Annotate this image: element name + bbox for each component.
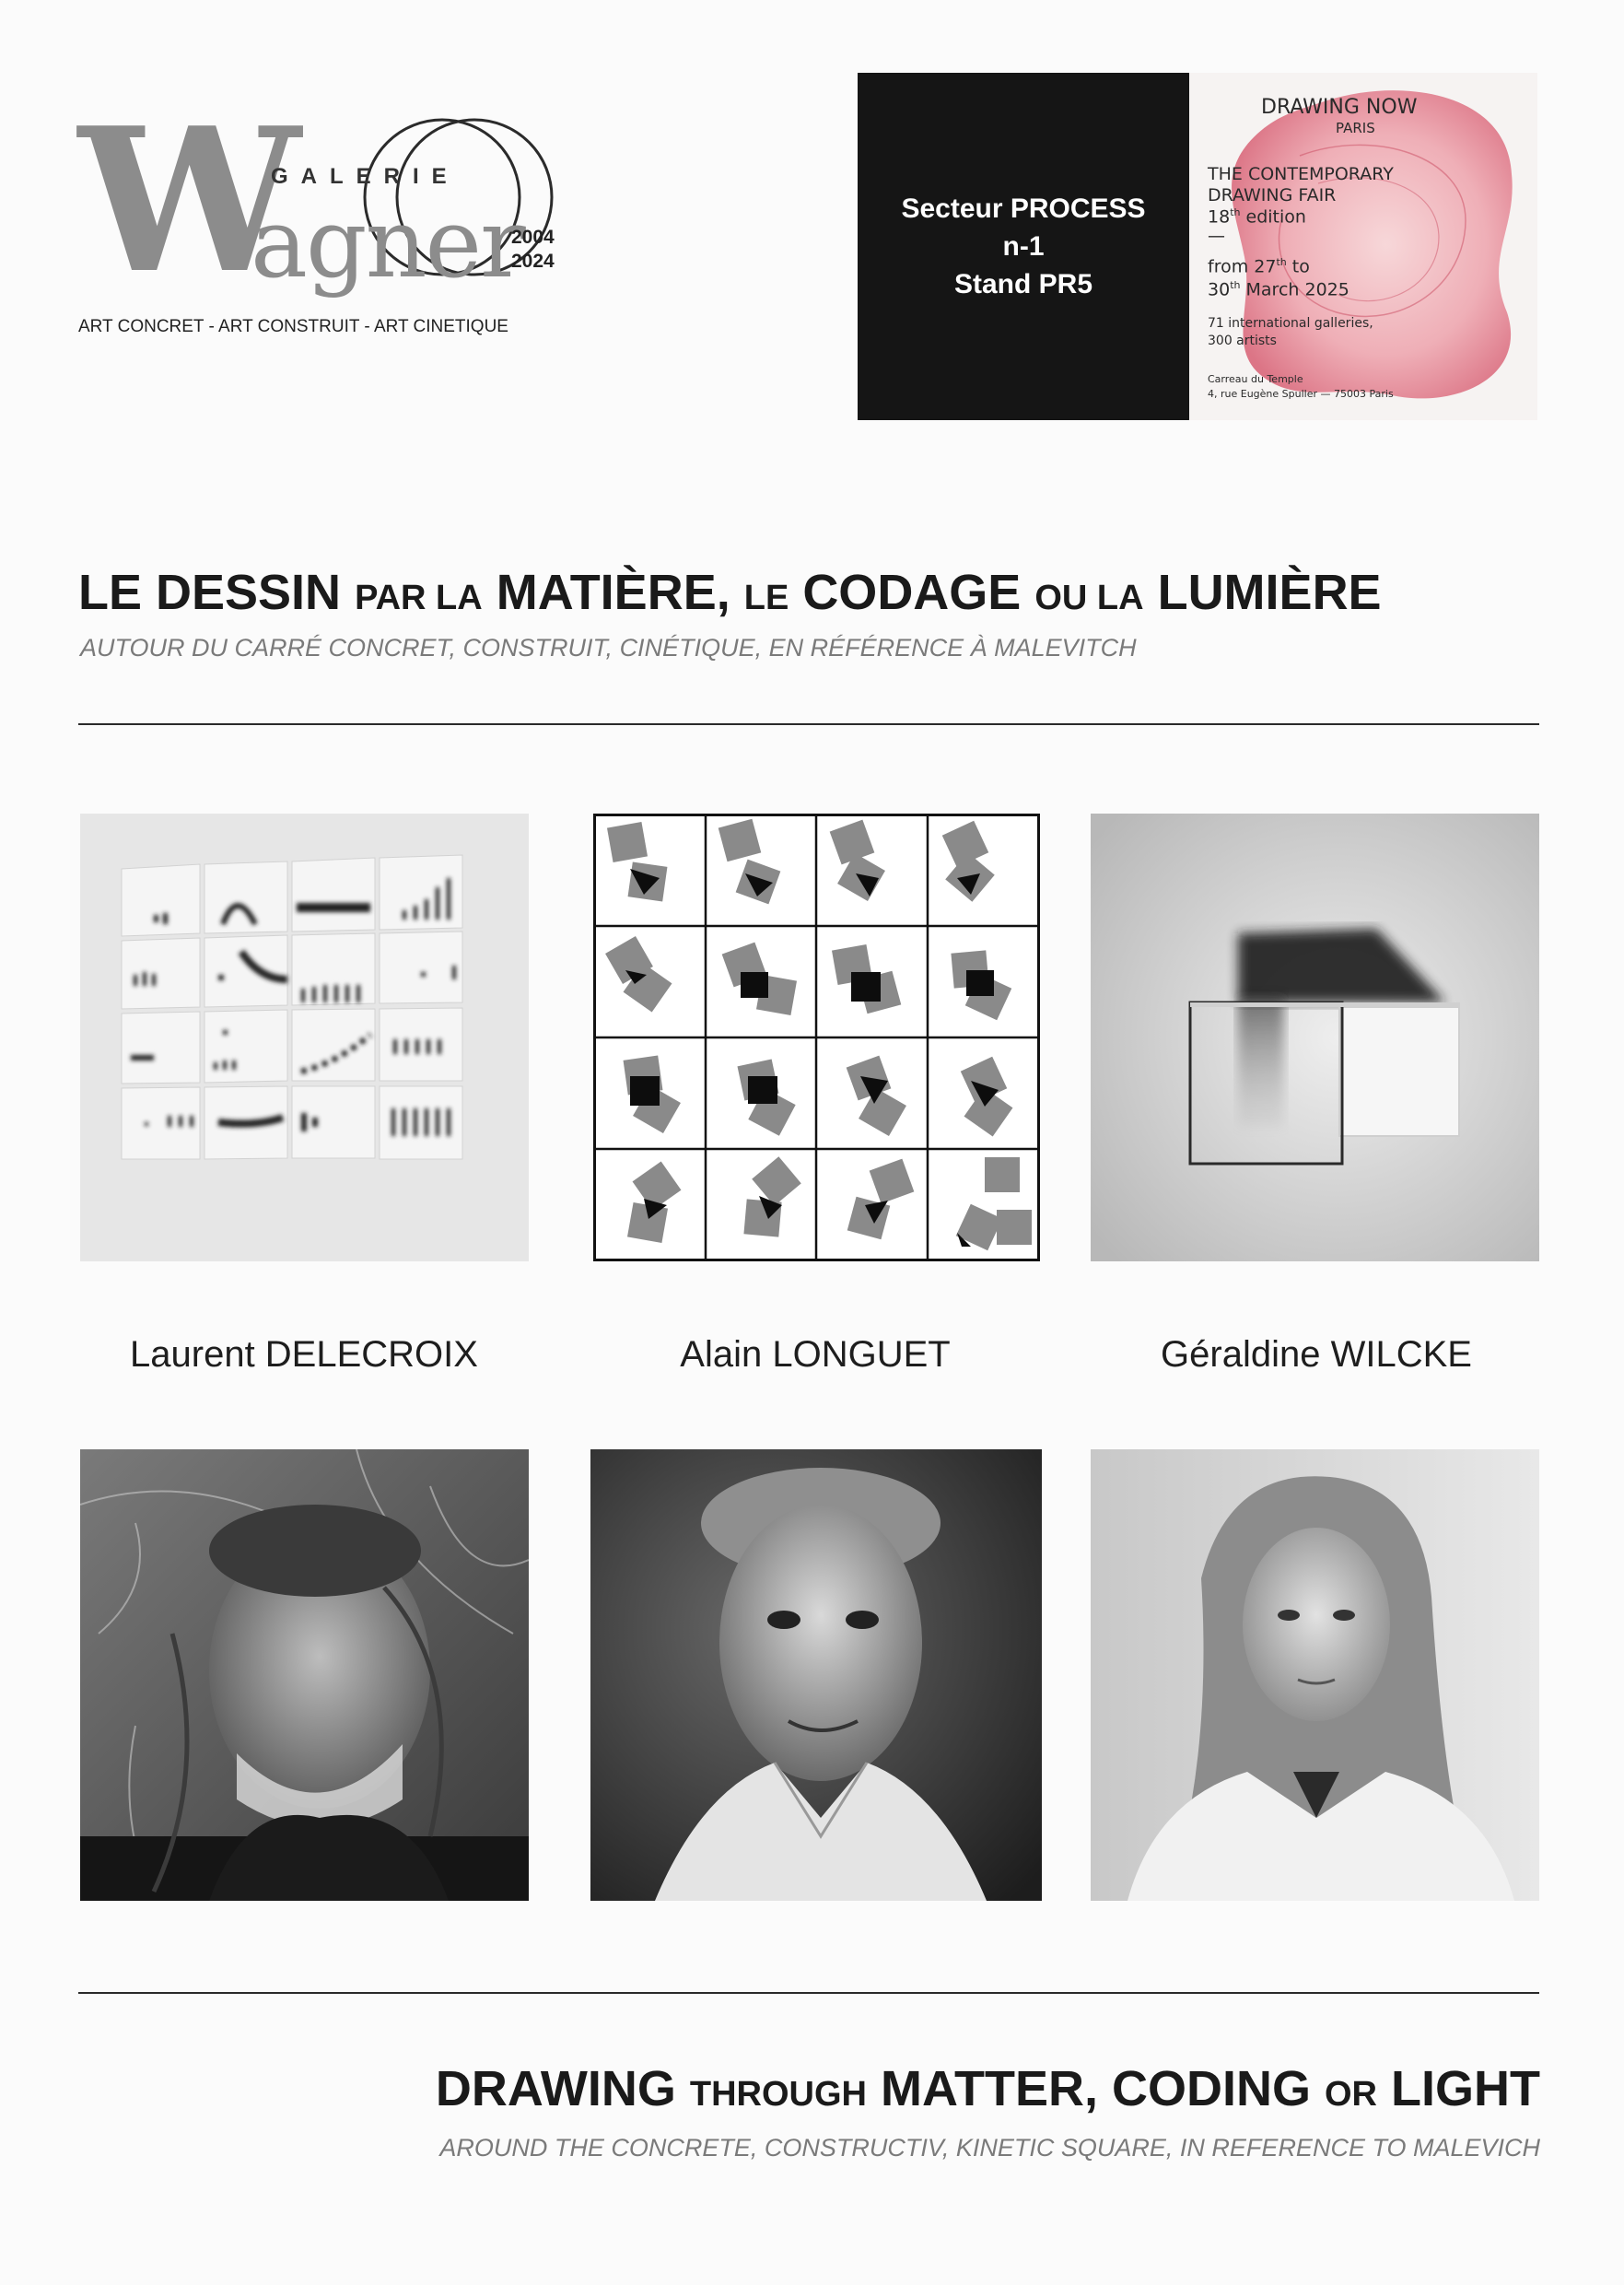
fair-dash: —: [1208, 226, 1225, 246]
gallery-tagline: ART CONCRET - ART CONSTRUIT - ART CINETIQUE: [78, 317, 508, 336]
portrait-wilcke-image: [1091, 1449, 1539, 1901]
stand-level: n-1: [1002, 231, 1045, 262]
heading-en: DRAWING THROUGH MATTER, CODING OR LIGHT: [435, 2061, 1540, 2116]
fair-city: PARIS: [1336, 120, 1375, 136]
stand-number: Stand PR5: [953, 269, 1093, 299]
fair-artists: 300 artists: [1208, 334, 1277, 348]
artwork-longuet-image: [593, 814, 1040, 1261]
artist-name-delecroix: Laurent DELECROIX: [130, 1334, 478, 1375]
fair-subtitle-2: DRAWING FAIR: [1208, 185, 1337, 205]
logo-wordmark: agner: [251, 187, 524, 299]
artwork-wilcke-image: [1091, 814, 1539, 1261]
fair-dates-to: 30th March 2025: [1208, 279, 1349, 300]
year-end: 2024: [511, 251, 555, 272]
divider-top: [78, 723, 1539, 725]
subtitle-en: AROUND THE CONCRETE, CONSTRUCTIV, KINETIC SQUARE, IN REFERENCE TO MALEVICH: [439, 2134, 1540, 2162]
fair-subtitle-1: THE CONTEMPORARY: [1208, 164, 1394, 184]
stand-info-box: [858, 73, 1189, 420]
portrait-longuet: [590, 1449, 1042, 1901]
fair-venue: Carreau du Temple: [1208, 373, 1303, 385]
fair-edition: 18th edition: [1208, 206, 1306, 228]
artwork-longuet: [593, 814, 1040, 1261]
artist-name-wilcke: Géraldine WILCKE: [1161, 1334, 1472, 1375]
fair-address: 4, rue Eugène Spuller — 75003 Paris: [1208, 388, 1394, 400]
portrait-delecroix: [80, 1449, 529, 1901]
logo-years: [511, 226, 555, 274]
artwork-delecroix-image: [80, 814, 529, 1261]
fair-galleries: 71 international galleries,: [1208, 316, 1373, 331]
stand-sector: Secteur PROCESS: [901, 193, 1146, 224]
heading-fr: LE DESSIN PAR LA MATIÈRE, LE CODAGE OU LA LUMIÈRE: [78, 565, 1382, 620]
subtitle-fr: AUTOUR DU CARRÉ CONCRET, CONSTRUIT, CINÉTIQUE, EN RÉFÉRENCE À MALEVITCH: [80, 634, 1137, 662]
fair-poster: [1189, 73, 1537, 420]
logo-initial: W: [78, 84, 296, 317]
artwork-wilcke: [1091, 814, 1539, 1261]
year-start: 2004: [511, 227, 555, 248]
portrait-wilcke: [1091, 1449, 1539, 1901]
fair-title: DRAWING NOW: [1261, 96, 1418, 119]
portrait-longuet-image: [590, 1449, 1042, 1901]
portrait-delecroix-image: [80, 1449, 529, 1901]
logo-galerie: GALERIE: [271, 164, 460, 189]
artist-name-longuet: Alain LONGUET: [680, 1334, 951, 1375]
divider-bottom: [78, 1992, 1539, 1994]
artwork-delecroix: [80, 814, 529, 1261]
fair-dates-from: from 27th to: [1208, 256, 1310, 277]
